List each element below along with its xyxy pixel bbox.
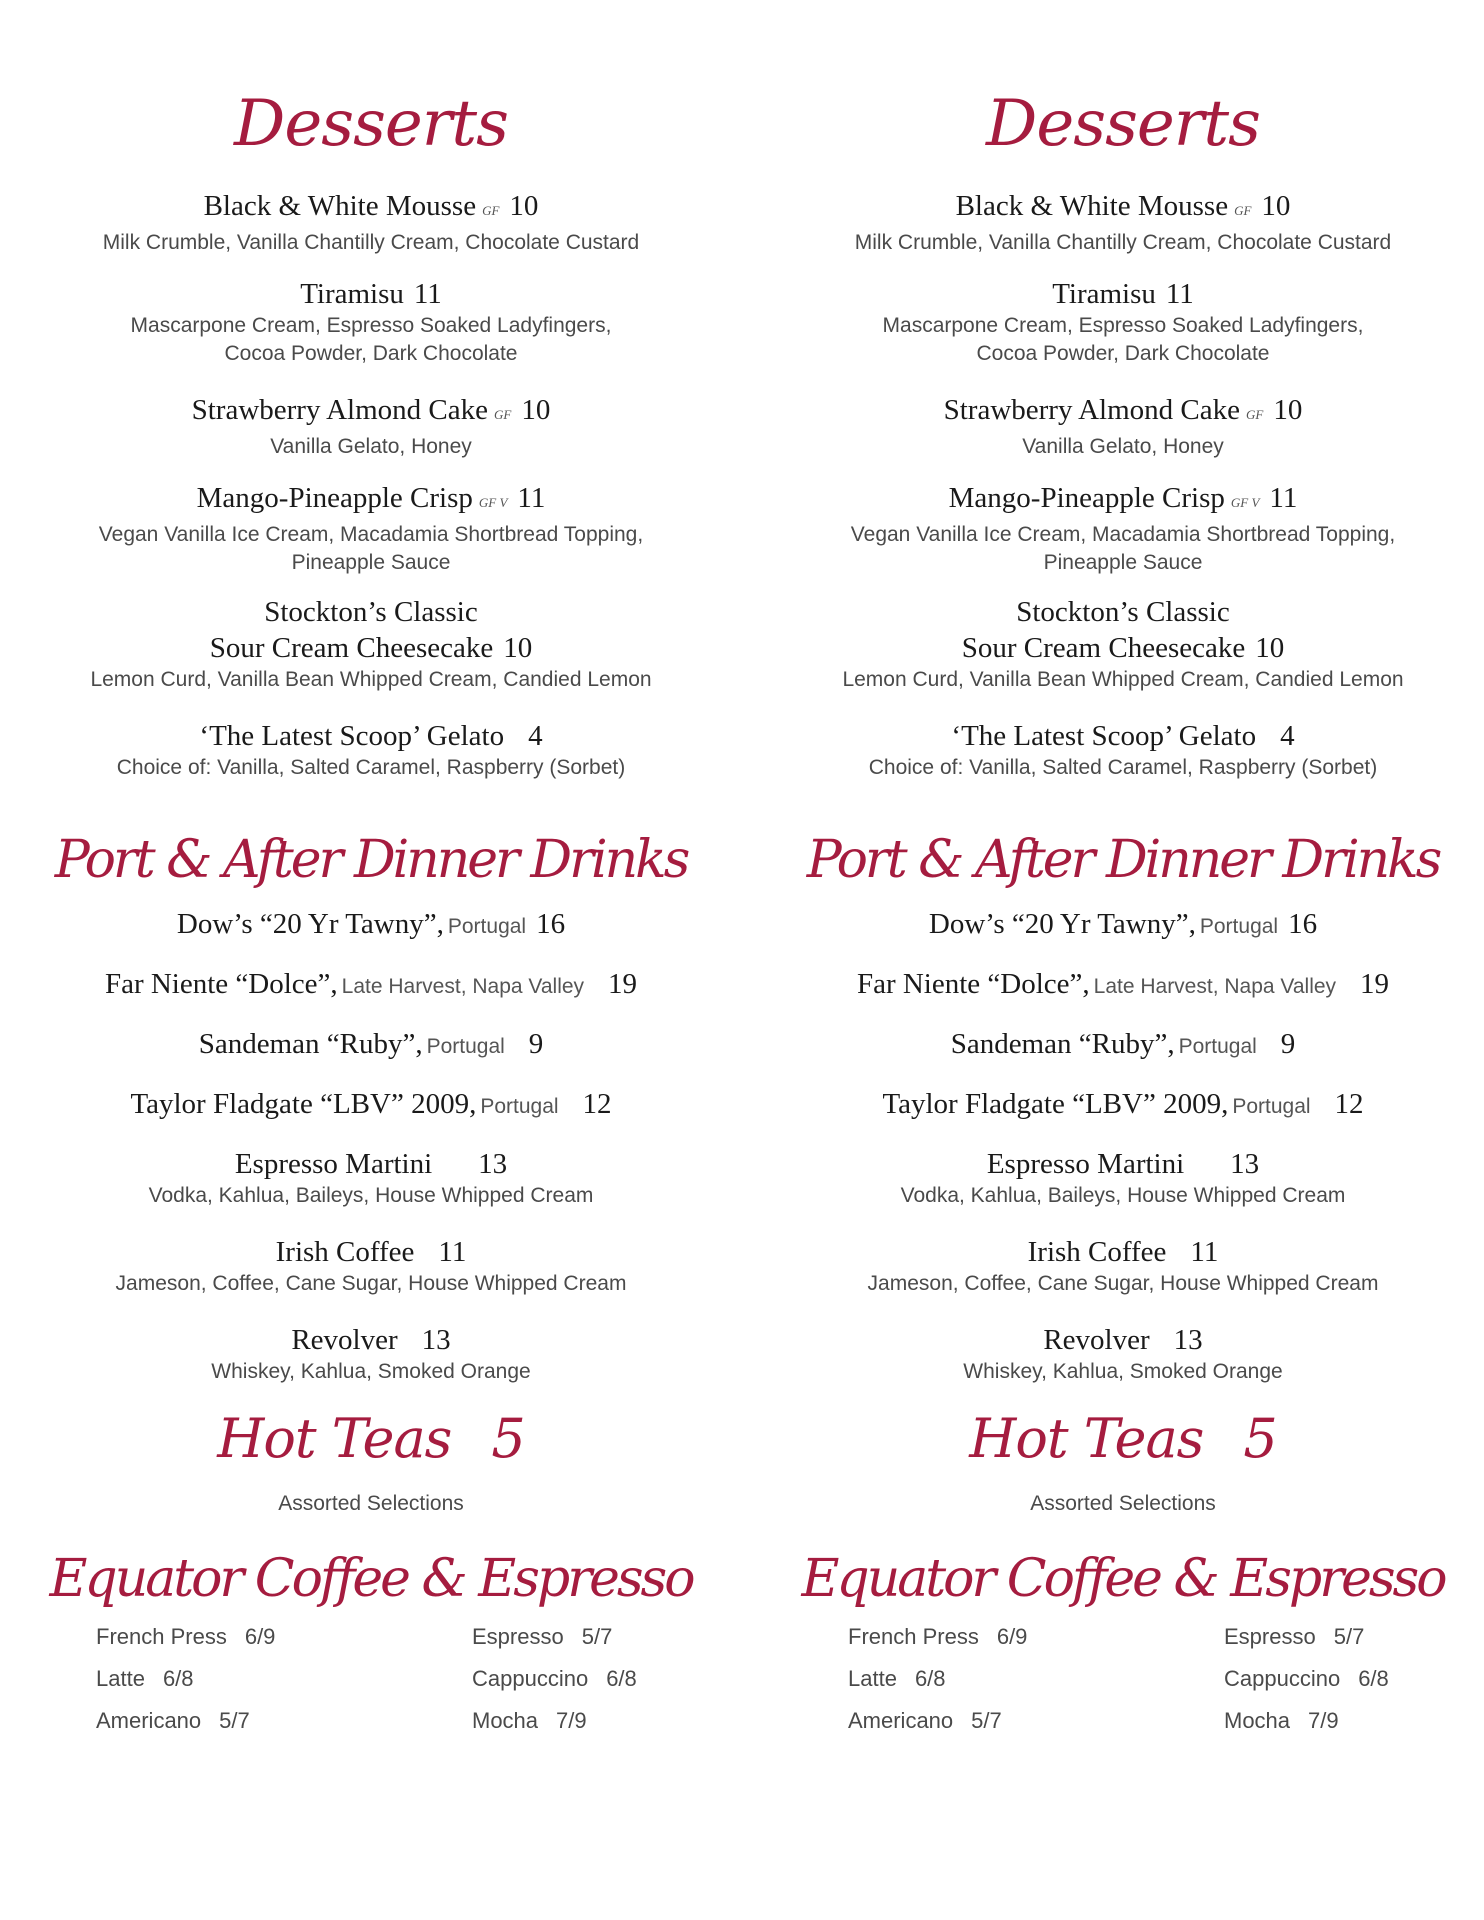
item-price: 11 [1190, 1236, 1219, 1268]
item-region: Portugal [1232, 1095, 1311, 1118]
dessert-item [0, 392, 742, 461]
item-name: Irish Coffee [275, 1236, 415, 1268]
item-tags: GF V [1230, 495, 1260, 510]
drink-item [752, 1026, 1484, 1065]
item-name: Far Niente “Dolce”, [856, 968, 1090, 1000]
coffee-name: Latte [848, 1666, 897, 1691]
item-region: Late Harvest, Napa Valley [341, 975, 585, 998]
item-name: Sour Cream Cheesecake [209, 632, 494, 664]
coffee-item [472, 1664, 637, 1694]
port-heading: Port & After Dinner Drinks [54, 830, 688, 890]
item-region: Late Harvest, Napa Valley [1093, 975, 1337, 998]
item-price: 13 [421, 1324, 451, 1356]
dessert-item [0, 480, 742, 577]
drink-item [752, 966, 1484, 1005]
item-description: Vegan Vanilla Ice Cream, Macadamia Shortbread Topping, [98, 523, 644, 546]
coffee-name: Cappuccino [1224, 1666, 1341, 1691]
coffee-heading: Equator Coffee & Espresso [801, 1549, 1445, 1609]
coffee-price: 5/7 [971, 1708, 1002, 1733]
teas-price: 5 [1243, 1407, 1277, 1470]
item-region: Portugal [426, 1035, 505, 1058]
drink-item [752, 1146, 1484, 1210]
item-name-line1: Stockton’s Classic [1016, 596, 1230, 628]
item-description: Milk Crumble, Vanilla Chantilly Cream, Chocolate Custard [854, 231, 1392, 254]
drink-item [0, 1086, 742, 1125]
item-name: Black & White Mousse [955, 190, 1229, 222]
item-price: 10 [1273, 394, 1303, 426]
item-region: Portugal [480, 1095, 559, 1118]
item-tags: GF [1234, 203, 1252, 218]
item-description: Mascarpone Cream, Espresso Soaked Ladyfingers, [882, 314, 1364, 337]
drink-item [752, 1322, 1484, 1386]
item-description: Lemon Curd, Vanilla Bean Whipped Cream, Candied Lemon [90, 668, 652, 691]
drink-item [752, 906, 1484, 945]
coffee-item [1224, 1664, 1389, 1694]
item-tags: GF [482, 203, 500, 218]
coffee-price: 6/8 [162, 1666, 194, 1691]
coffee-heading: Equator Coffee & Espresso [49, 1549, 693, 1609]
item-description: Milk Crumble, Vanilla Chantilly Cream, Chocolate Custard [102, 231, 640, 254]
item-price: 11 [1269, 482, 1298, 514]
dessert-item [0, 188, 742, 257]
item-name: Sandeman “Ruby”, [950, 1028, 1175, 1060]
dessert-item [752, 594, 1484, 694]
item-description: Whiskey, Kahlua, Smoked Orange [211, 1360, 531, 1383]
item-description: Vanilla Gelato, Honey [270, 435, 472, 458]
coffee-name: Mocha [1224, 1708, 1291, 1733]
item-price: 10 [1261, 190, 1291, 222]
item-name: Strawberry Almond Cake [943, 394, 1241, 426]
coffee-name: Espresso [1224, 1624, 1316, 1649]
item-description: Choice of: Vanilla, Salted Caramel, Raspberry (Sorbet) [868, 756, 1378, 779]
item-region: Portugal [1178, 1035, 1257, 1058]
coffee-item [848, 1664, 946, 1694]
item-name: Tiramisu [300, 278, 404, 310]
item-region: Portugal [447, 915, 527, 938]
item-name: Dow’s “20 Yr Tawny”, [176, 908, 444, 940]
dessert-item [752, 718, 1484, 782]
item-description: Whiskey, Kahlua, Smoked Orange [963, 1360, 1283, 1383]
item-description: Vegan Vanilla Ice Cream, Macadamia Shortbread Topping, [850, 523, 1396, 546]
item-price: 11 [517, 482, 546, 514]
coffee-price: 5/7 [581, 1624, 613, 1649]
item-price: 11 [413, 278, 442, 310]
coffee-grid [848, 1622, 1408, 1752]
item-price: 11 [1165, 278, 1194, 310]
item-price: 13 [478, 1148, 508, 1180]
item-name-line1: Stockton’s Classic [264, 596, 478, 628]
coffee-item [96, 1664, 194, 1694]
item-name: Espresso Martini [986, 1148, 1185, 1180]
dessert-item [0, 594, 742, 694]
item-name: Taylor Fladgate “LBV” 2009, [882, 1088, 1229, 1120]
item-name: Dow’s “20 Yr Tawny”, [928, 908, 1196, 940]
dessert-item [752, 276, 1484, 368]
desserts-heading: Desserts [986, 87, 1260, 161]
item-tags: GF [1246, 407, 1264, 422]
teas-title: Hot Teas [217, 1407, 452, 1470]
item-description: Pineapple Sauce [1043, 551, 1203, 574]
coffee-item [472, 1706, 587, 1736]
coffee-item [472, 1622, 612, 1652]
drink-item [0, 1146, 742, 1210]
coffee-name: French Press [96, 1624, 227, 1649]
coffee-price: 6/9 [244, 1624, 276, 1649]
coffee-item [848, 1622, 1027, 1652]
teas-description: Assorted Selections [1030, 1492, 1216, 1515]
item-description: Choice of: Vanilla, Salted Caramel, Raspberry (Sorbet) [116, 756, 626, 779]
item-price: 16 [1288, 908, 1318, 940]
dessert-item [0, 276, 742, 368]
item-price: 19 [1360, 968, 1390, 1000]
item-description: Lemon Curd, Vanilla Bean Whipped Cream, Candied Lemon [842, 668, 1404, 691]
item-description: Vanilla Gelato, Honey [1022, 435, 1224, 458]
item-description: Jameson, Coffee, Cane Sugar, House Whipped Cream [115, 1272, 627, 1295]
coffee-name: Mocha [472, 1708, 539, 1733]
item-name: ‘The Latest Scoop’ Gelato [199, 720, 505, 752]
teas-heading [752, 1404, 1484, 1474]
coffee-price: 6/8 [914, 1666, 946, 1691]
item-description: Vodka, Kahlua, Baileys, House Whipped Cream [900, 1184, 1346, 1207]
coffee-grid [96, 1622, 656, 1752]
coffee-name: Latte [96, 1666, 145, 1691]
item-price: 12 [582, 1088, 612, 1120]
dessert-item [0, 718, 742, 782]
item-price: 10 [509, 190, 539, 222]
drink-item [0, 1234, 742, 1298]
teas-item [0, 1490, 742, 1518]
coffee-name: Americano [96, 1708, 202, 1733]
coffee-price: 7/9 [1308, 1708, 1339, 1733]
item-name: Revolver [291, 1324, 398, 1356]
coffee-price: 6/9 [996, 1624, 1028, 1649]
drink-item [0, 906, 742, 945]
teas-title: Hot Teas [969, 1407, 1204, 1470]
item-name: Sandeman “Ruby”, [198, 1028, 423, 1060]
coffee-item [848, 1706, 1002, 1736]
item-description: Cocoa Powder, Dark Chocolate [224, 342, 518, 365]
coffee-item [1224, 1706, 1339, 1736]
item-name: Mango-Pineapple Crisp [196, 482, 473, 514]
item-description: Vodka, Kahlua, Baileys, House Whipped Cream [148, 1184, 594, 1207]
coffee-name: Cappuccino [472, 1666, 589, 1691]
item-tags: GF V [478, 495, 508, 510]
drink-item [752, 1086, 1484, 1125]
menu-column-right [752, 0, 1484, 1920]
item-name: Sour Cream Cheesecake [961, 632, 1246, 664]
coffee-price: 5/7 [219, 1708, 250, 1733]
drink-item [0, 1322, 742, 1386]
item-tags: GF [494, 407, 512, 422]
dessert-item [752, 392, 1484, 461]
item-price: 9 [528, 1028, 544, 1060]
desserts-heading: Desserts [234, 87, 508, 161]
item-name: Black & White Mousse [203, 190, 477, 222]
item-price: 16 [536, 908, 566, 940]
item-price: 9 [1280, 1028, 1296, 1060]
coffee-item [96, 1706, 250, 1736]
coffee-price: 7/9 [556, 1708, 587, 1733]
item-name: Revolver [1043, 1324, 1150, 1356]
item-price: 10 [521, 394, 551, 426]
item-name: Taylor Fladgate “LBV” 2009, [130, 1088, 477, 1120]
drink-item [752, 1234, 1484, 1298]
item-name: ‘The Latest Scoop’ Gelato [951, 720, 1257, 752]
item-price: 13 [1230, 1148, 1260, 1180]
item-price: 12 [1334, 1088, 1364, 1120]
coffee-item [96, 1622, 275, 1652]
coffee-name: Americano [848, 1708, 954, 1733]
item-description: Mascarpone Cream, Espresso Soaked Ladyfingers, [130, 314, 612, 337]
item-description: Pineapple Sauce [291, 551, 451, 574]
teas-description: Assorted Selections [278, 1492, 464, 1515]
item-region: Portugal [1199, 915, 1279, 938]
coffee-name: Espresso [472, 1624, 564, 1649]
item-price: 4 [1280, 720, 1295, 752]
port-heading: Port & After Dinner Drinks [806, 830, 1440, 890]
item-name: Mango-Pineapple Crisp [948, 482, 1225, 514]
item-price: 19 [608, 968, 638, 1000]
coffee-price: 6/8 [606, 1666, 637, 1691]
coffee-price: 6/8 [1358, 1666, 1389, 1691]
teas-heading [0, 1404, 742, 1474]
drink-item [0, 1026, 742, 1065]
dessert-item [752, 188, 1484, 257]
item-price: 10 [503, 632, 533, 664]
item-price: 4 [528, 720, 543, 752]
item-description: Cocoa Powder, Dark Chocolate [976, 342, 1270, 365]
coffee-item [1224, 1622, 1364, 1652]
item-price: 10 [1255, 632, 1285, 664]
coffee-name: French Press [848, 1624, 979, 1649]
teas-item [752, 1490, 1484, 1518]
coffee-price: 5/7 [1333, 1624, 1365, 1649]
item-name: Strawberry Almond Cake [191, 394, 489, 426]
drink-item [0, 966, 742, 1005]
dessert-item [752, 480, 1484, 577]
teas-price: 5 [491, 1407, 525, 1470]
item-name: Far Niente “Dolce”, [104, 968, 338, 1000]
item-name: Irish Coffee [1027, 1236, 1167, 1268]
item-name: Espresso Martini [234, 1148, 433, 1180]
item-description: Jameson, Coffee, Cane Sugar, House Whipped Cream [867, 1272, 1379, 1295]
item-price: 11 [438, 1236, 467, 1268]
item-price: 13 [1173, 1324, 1203, 1356]
item-name: Tiramisu [1052, 278, 1156, 310]
